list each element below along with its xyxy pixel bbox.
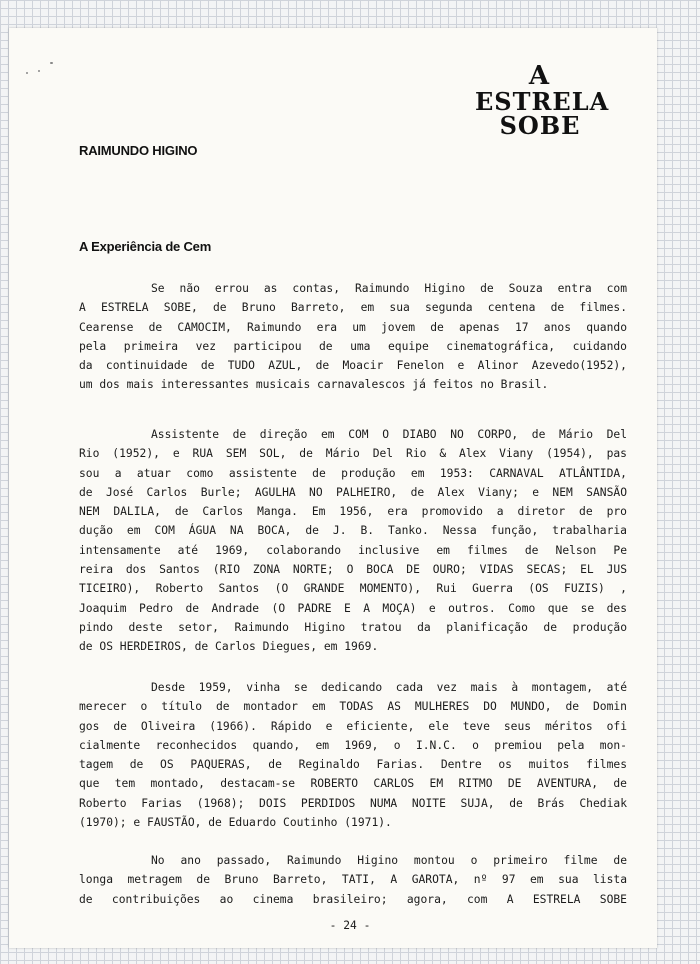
paragraph-2: [79, 425, 627, 657]
text-line: Cearense de CAMOCIM, Raimundo era um jovem de apenas 17 anos quando: [79, 320, 627, 334]
text-line: gos de Oliveira (1966). Rápido e eficiente, ele teve seus méritos ofi: [79, 719, 627, 733]
text-line: cialmente reconhecidos quando, em 1969, o I.N.C. o premiou pela mon-: [79, 738, 627, 752]
logo-line: ESTRELA: [475, 87, 610, 116]
text-line: reira dos Santos (RIO ZONA NORTE; O BOCA DE OURO; VIDAS SECAS; EL JUS: [79, 563, 627, 577]
text-line: A ESTRELA SOBE, de Bruno Barreto, em sua segunda centena de filmes.: [79, 301, 627, 315]
paragraph-3: [79, 678, 627, 832]
text-line: longa metragem de Bruno Barreto, TATI, A GAROTA, nº 97 em sua lista: [79, 873, 627, 887]
text-line: dução em COM ÁGUA NA BOCA, de J. B. Tanko. Nessa função, trabalharia: [79, 524, 627, 538]
text-line: NEM DALILA, de Carlos Manga. Em 1956, era promovido a diretor de pro: [79, 505, 627, 519]
paragraph-4: [79, 851, 627, 909]
text-line: Rio (1952), e RUA SEM SOL, de Mário Del Rio & Alex Viany (1954), pas: [79, 447, 627, 461]
text-line: de OS HERDEIROS, de Carlos Diegues, em 1969.: [79, 640, 379, 654]
page-number: - 24 -: [329, 919, 371, 932]
paragraph-1: [79, 279, 627, 395]
text-line: de José Carlos Burle; AGULHA NO PALHEIRO, de Alex Viany; e NEM SANSÃO: [79, 485, 627, 499]
section-title: A Experiência de Cem: [79, 239, 212, 254]
text-line: pindo deste setor, Raimundo Higino tratou da planificação de produção: [79, 620, 627, 634]
text-line: Roberto Farias (1968); DOIS PERDIDOS NUMA NOITE SUJA, de Brás Chediak: [79, 796, 627, 810]
text-line: Desde 1959, vinha se dedicando cada vez mais à montagem, até: [151, 681, 627, 694]
text-line: sou a atuar como assistente de produção em 1953: CARNAVAL ATLÂNTIDA,: [79, 466, 627, 480]
text-line: No ano passado, Raimundo Higino montou o primeiro filme de: [151, 854, 627, 867]
a-estrela-sobe-logo: [475, 61, 610, 140]
text-line: tagem de OS PAQUERAS, de Reginaldo Farias. Dentre os muitos filmes: [79, 758, 627, 772]
text-line: (1970); e FAUSTÃO, de Eduardo Coutinho (1971).: [79, 816, 392, 830]
text-line: de contribuições ao cinema brasileiro; agora, com A ESTRELA SOBE: [79, 892, 627, 906]
text-line: Joaquim Pedro de Andrade (O PADRE E A MOÇA) e outros. Como que se des: [79, 601, 627, 615]
text-line: TICEIRO), Roberto Santos (O GRANDE MOMENTO), Rui Guerra (OS FUZIS) ,: [79, 582, 627, 596]
text-line: que tem montado, destacam-se ROBERTO CARLOS EM RITMO DE AVENTURA, de: [79, 777, 627, 791]
text-line: Se não errou as contas, Raimundo Higino de Souza entra com: [151, 282, 627, 295]
text-line: da continuidade de TUDO AZUL, de Moacir Fenelon e Alinor Azevedo(1952),: [79, 359, 627, 373]
text-line: merecer o título de montador em TODAS AS MULHERES DO MUNDO, de Domin: [79, 700, 627, 714]
logo-line: SOBE: [499, 111, 581, 140]
text-line: Assistente de direção em COM O DIABO NO CORPO, de Mário Del: [151, 428, 627, 441]
logo-line: A: [528, 61, 552, 91]
author-name: RAIMUNDO HIGINO: [79, 143, 198, 158]
text-line: intensamente até 1969, colaborando inclusive em filmes de Nelson Pe: [79, 543, 627, 557]
text-line: pela primeira vez participou de uma equipe cinematográfica, cuidando: [79, 339, 627, 353]
text-line: um dos mais interessantes musicais carnavalescos já feitos no Brasil.: [79, 378, 549, 392]
